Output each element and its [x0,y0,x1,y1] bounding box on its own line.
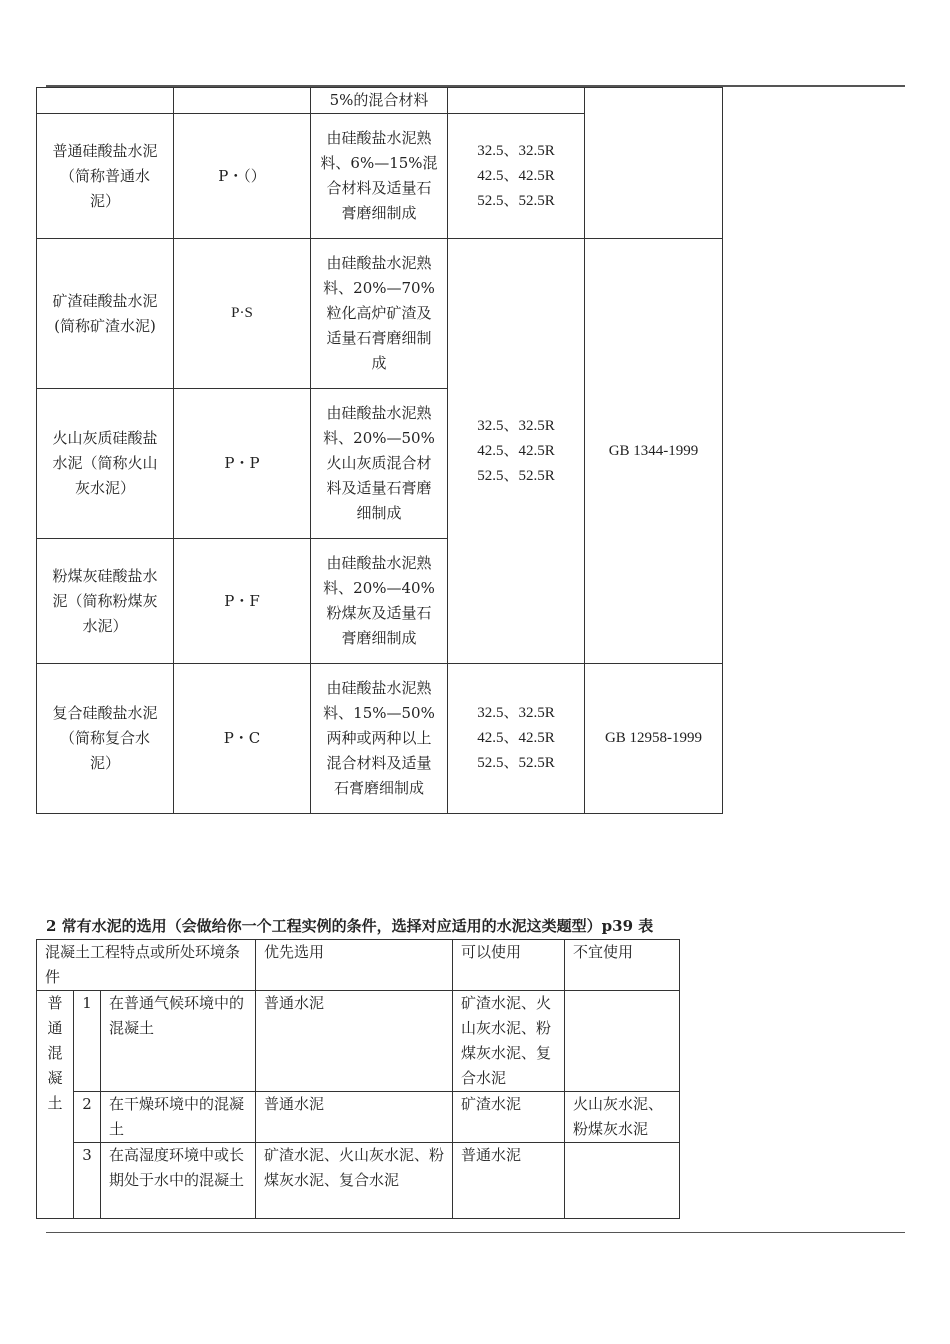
table-row [37,664,723,814]
preferred-cell: 普通水泥 [256,991,453,1092]
acceptable-cell: 矿渣水泥、火山灰水泥、粉煤灰水泥、复合水泥 [453,991,565,1092]
cement-types-table [36,87,723,814]
condition-cell: 在干燥环境中的混凝土 [101,1092,256,1143]
cement-code-cell: P・C [174,664,311,814]
table-cell [174,88,311,114]
cement-name-cell: 复合硅酸盐水泥 （简称复合水 泥） [37,664,174,814]
table-row [37,88,723,114]
strength-grade-cell: 32.5、32.5R 42.5、42.5R 52.5、52.5R [448,239,585,664]
table-row [37,991,680,1092]
group-label: 普 通 混 凝 土 [47,994,63,1112]
composition-cell: 由硅酸盐水泥熟 料、15%—50% 两种或两种以上 混合材料及适量 石膏磨细制成 [311,664,448,814]
unsuitable-cell: 火山灰水泥、粉煤灰水泥 [565,1092,680,1143]
acceptable-cell: 矿渣水泥 [453,1092,565,1143]
cement-code-cell: P·S [174,239,311,389]
standard-cell: GB 1344-1999 [585,239,723,664]
column-header: 可以使用 [453,940,565,991]
unsuitable-cell [565,1143,680,1219]
row-index: 2 [74,1092,101,1143]
cement-name-cell: 普通硅酸盐水泥 （简称普通水 泥） [37,114,174,239]
table-cell [37,88,174,114]
page-footer-rule [46,1232,905,1233]
acceptable-cell: 普通水泥 [453,1143,565,1219]
composition-cell: 由硅酸盐水泥熟 料、20%—70% 粒化高炉矿渣及 适量石膏磨细制 成 [311,239,448,389]
cement-name-cell: 矿渣硅酸盐水泥 (简称矿渣水泥) [37,239,174,389]
cement-selection-table [36,939,680,1219]
table-row [37,1092,680,1143]
cement-code-cell: P・F [174,539,311,664]
composition-cell: 由硅酸盐水泥熟 料、20%—50% 火山灰质混合材 料及适量石膏磨 细制成 [311,389,448,539]
cement-name-cell: 火山灰质硅酸盐 水泥（简称火山 灰水泥） [37,389,174,539]
cement-name-cell: 粉煤灰硅酸盐水 泥（简称粉煤灰 水泥） [37,539,174,664]
table-cell [585,88,723,239]
unsuitable-cell [565,991,680,1092]
table-row [37,1143,680,1219]
table-cell [448,88,585,114]
strength-grade-cell: 32.5、32.5R 42.5、42.5R 52.5、52.5R [448,664,585,814]
condition-cell: 在普通气候环境中的混凝土 [101,991,256,1092]
cement-code-cell: P・P [174,389,311,539]
composition-cell: 5%的混合材料 [311,88,448,114]
preferred-cell: 矿渣水泥、火山灰水泥、粉煤灰水泥、复合水泥 [256,1143,453,1219]
row-index: 1 [74,991,101,1092]
cement-code-cell: P・（） [174,114,311,239]
table-row [37,239,723,389]
condition-cell: 在高湿度环境中或长期处于水中的混凝土 [101,1143,256,1219]
composition-cell: 由硅酸盐水泥熟 料、20%—40% 粉煤灰及适量石 膏磨细制成 [311,539,448,664]
section-heading: 2 常有水泥的选用（会做给你一个工程实例的条件，选择对应适用的水泥这类题型）p39 表 [46,917,654,935]
preferred-cell: 普通水泥 [256,1092,453,1143]
standard-cell: GB 12958-1999 [585,664,723,814]
column-header: 不宜使用 [565,940,680,991]
table-header-row [37,940,680,991]
strength-grade-cell: 32.5、32.5R 42.5、42.5R 52.5、52.5R [448,114,585,239]
column-header: 优先选用 [256,940,453,991]
composition-cell: 由硅酸盐水泥熟 料、6%—15%混 合材料及适量石 膏磨细制成 [311,114,448,239]
column-header: 混凝土工程特点或所处环境条件 [37,940,256,991]
group-label-cell [37,991,74,1219]
row-index: 3 [74,1143,101,1219]
